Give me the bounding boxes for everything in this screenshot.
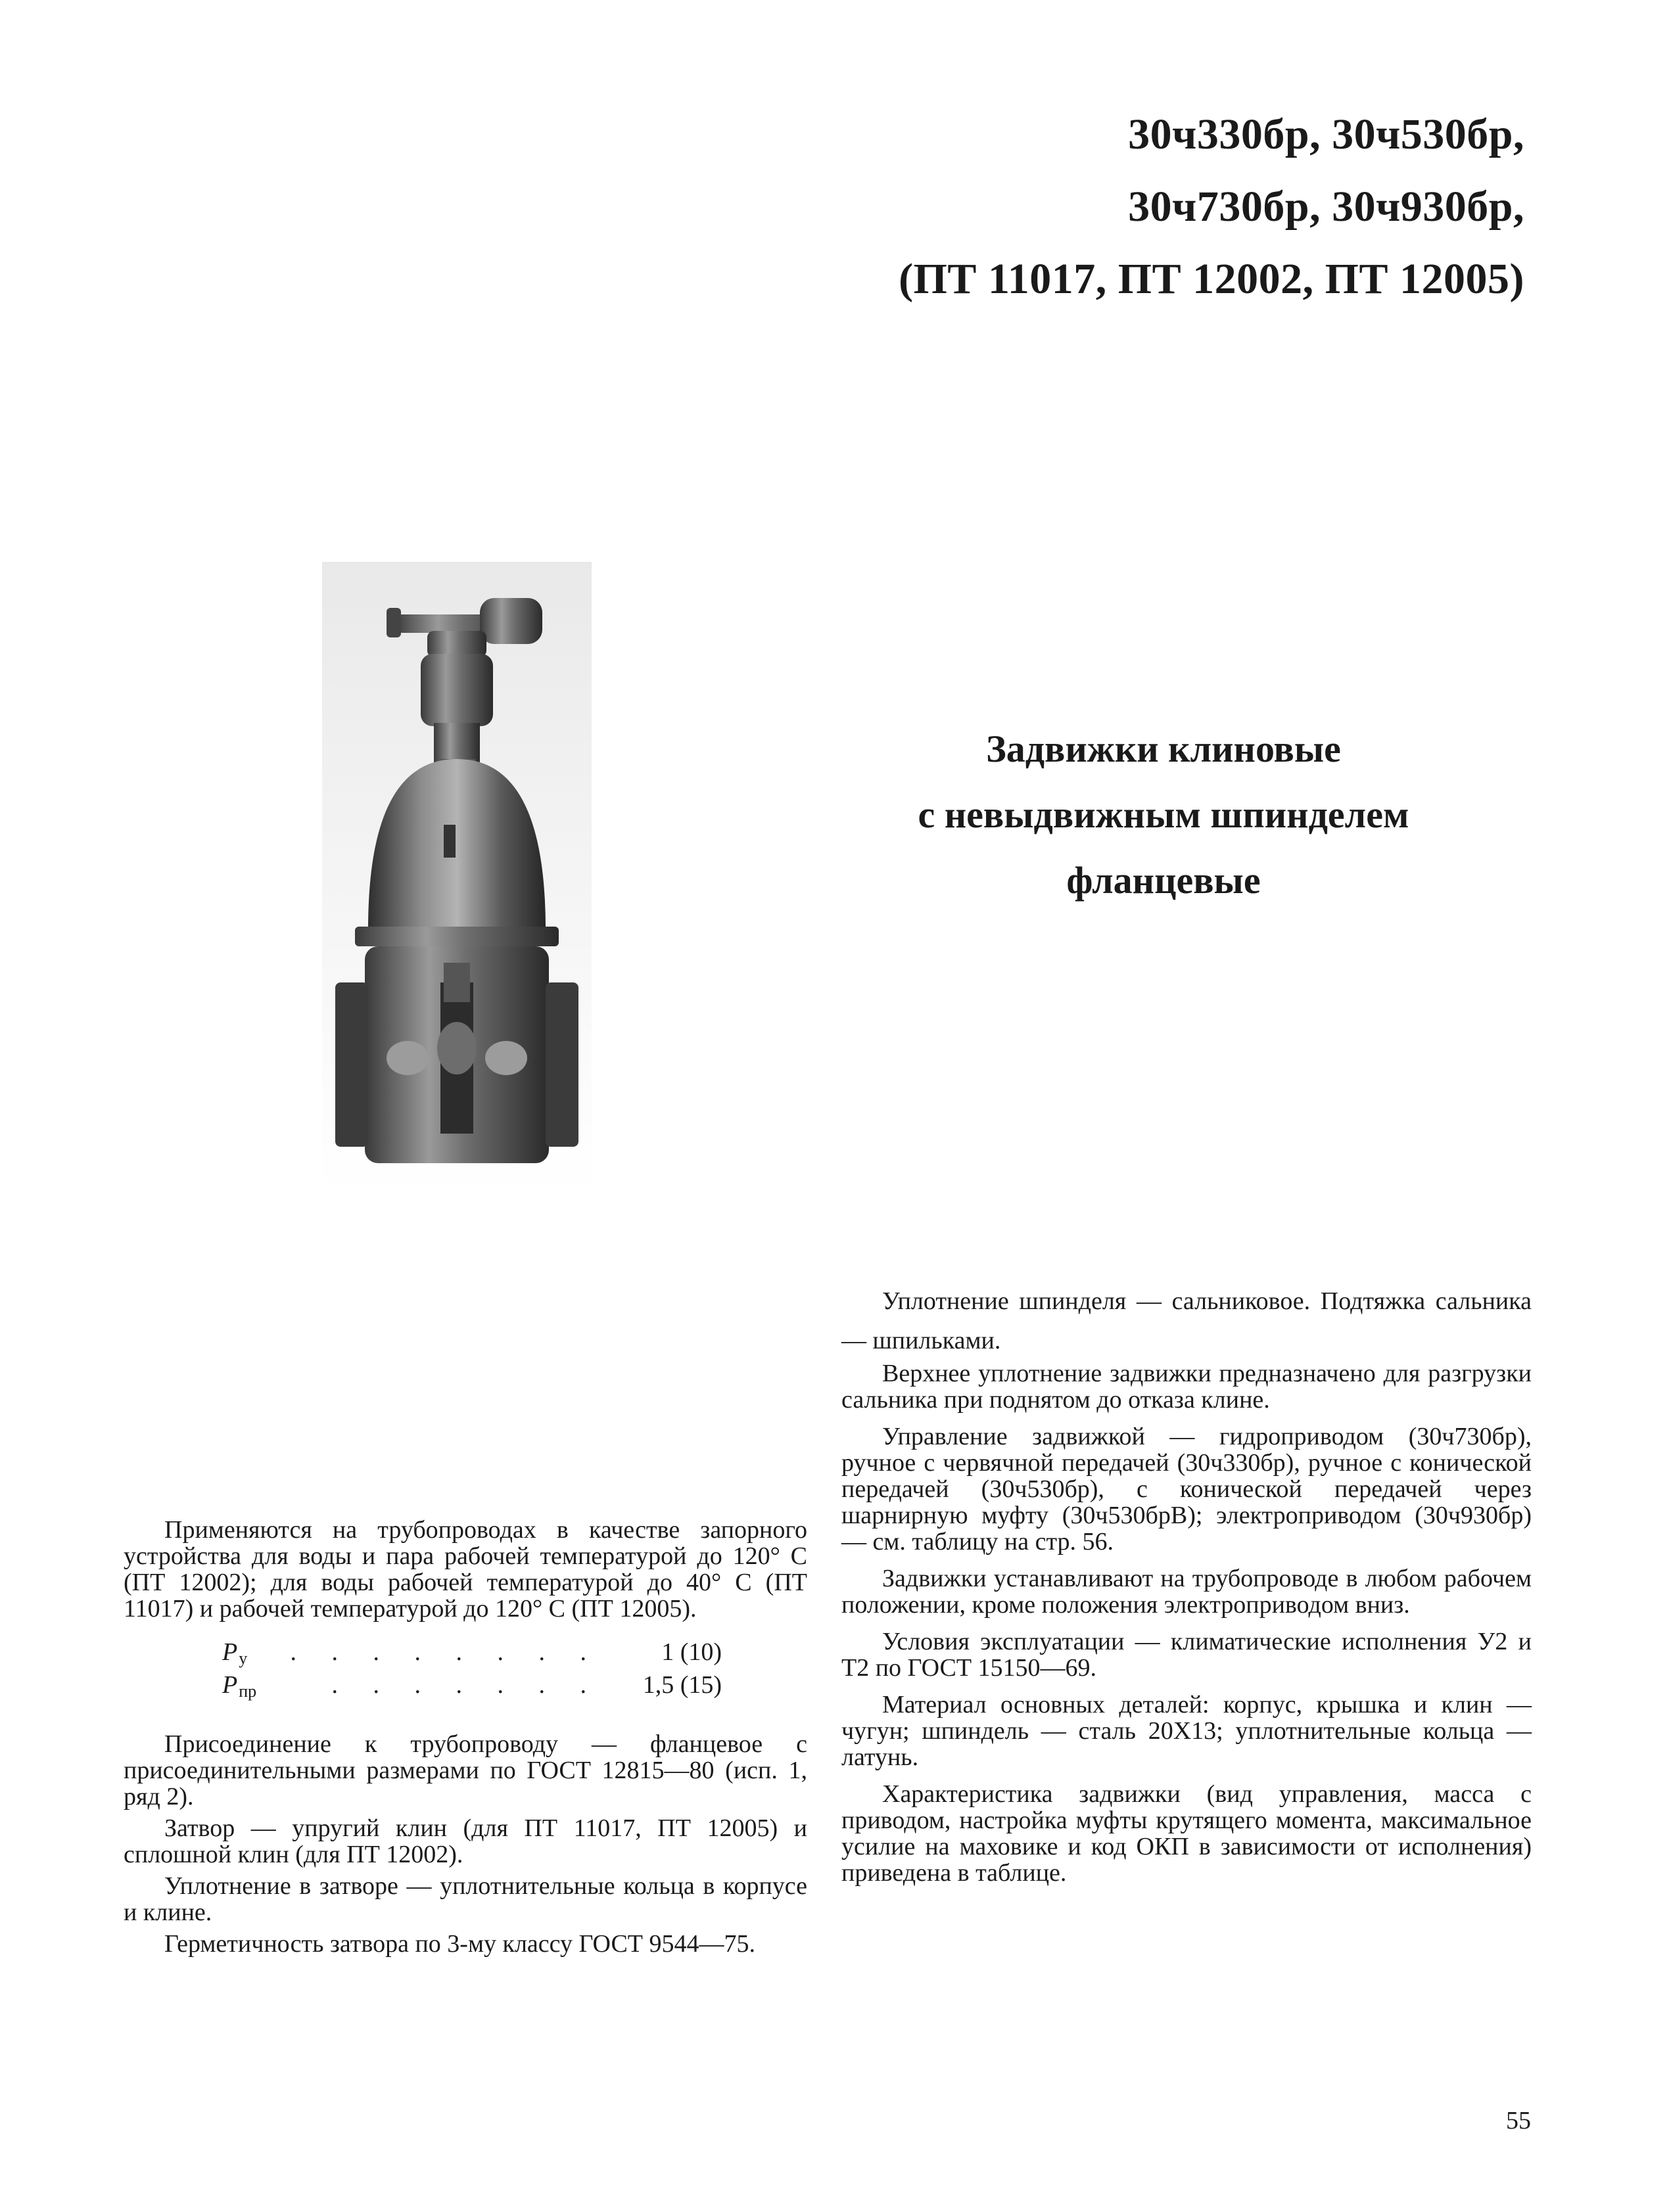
pressure-subscript: пр (239, 1682, 257, 1701)
paragraph: Условия эксплуатации — климатические исполнения У2 и Т2 по ГОСТ 15150—69. (841, 1628, 1532, 1682)
pressure-table (124, 1639, 722, 1705)
pressure-symbol-letter: P (222, 1671, 238, 1699)
paragraph: Герметичность затвора по 3-му классу ГОСТ 9544—75. (164, 1930, 756, 1958)
title-line: фланцевые (1066, 859, 1261, 902)
leader-dots: . . . . . . . (331, 1672, 601, 1698)
paragraph: Уплотнение в затворе — уплотнительные кольца в корпусе и клине. (124, 1872, 807, 1926)
paragraph: Характеристика задвижки (вид управления, масса с приводом, настройка муфты крутящего момента, максимальное усилие на маховике и код ОКП в зависимости от исполнения) приведена в таблице. (841, 1780, 1532, 1887)
pressure-symbol (222, 1672, 256, 1705)
right-text-column (841, 1281, 1532, 1897)
model-codes-line: (ПТ 11017, ПТ 12002, ПТ 12005) (899, 255, 1524, 303)
paragraph: Присоединение к трубопроводу — фланцевое с присоединительными размерами по ГОСТ 12815—80 (исп. 1, ряд 2). (124, 1730, 807, 1810)
leader-dots: . . . . . . . . (290, 1639, 601, 1665)
paragraph: Задвижки устанавливают на трубопроводе в любом рабочем положении, кроме положения электроприводом вниз. (841, 1565, 1532, 1619)
model-codes-header (899, 99, 1524, 315)
left-text-column (124, 1517, 807, 1962)
paragraph: Управление задвижкой — гидроприводом (30ч730бр), ручное с червячной передачей (30ч330бр), ручное с конической передачей (30ч530бр), с конической передачей через шарнирную муфту (30ч530брВ); электроприводом (30ч930бр) — см. таблицу на стр. 56. (841, 1423, 1532, 1555)
pressure-symbol-letter: P (222, 1638, 238, 1666)
paragraph: Верхнее уплотнение задвижки предназначено для разгрузки сальника при поднятом до отказа клине. (841, 1360, 1532, 1414)
gate-valve-photo (322, 562, 592, 1193)
pressure-value: 1 (10) (661, 1638, 722, 1666)
title-line: Задвижки клиновые (986, 727, 1341, 770)
page-title (841, 716, 1486, 913)
pressure-value: 1,5 (15) (642, 1671, 722, 1699)
paragraph: Материал основных деталей: корпус, крышка и клин — чугун; шпиндель — сталь 20Х13; уплотнительные кольца — латунь. (841, 1691, 1532, 1771)
pressure-subscript: у (239, 1649, 248, 1668)
gate-valve-illustration (322, 562, 592, 1193)
model-codes-line: 30ч330бр, 30ч530бр, (1128, 110, 1524, 158)
page-number: 55 (1506, 2107, 1531, 2134)
pressure-row-test (222, 1672, 722, 1705)
intro-paragraph: Применяются на трубопроводах в качестве запорного устройства для воды и пара рабочей температурой до 120° С (ПТ 12002); для воды рабочей температурой до 40° С (ПТ 11017) и рабочей температурой до 120° С (ПТ 12005). (124, 1516, 807, 1623)
model-codes-line: 30ч730бр, 30ч930бр, (1128, 183, 1524, 231)
paragraph: Уплотнение шпинделя — сальниковое. Подтяжка сальника — шпильками. (841, 1287, 1532, 1354)
paragraph: Затвор — упругий клин (для ПТ 11017, ПТ 12005) и сплошной клин (для ПТ 12002). (124, 1814, 807, 1868)
pressure-row-nominal (222, 1639, 722, 1672)
title-line: с невыдвижным шпинделем (918, 793, 1409, 836)
pressure-symbol (222, 1639, 247, 1672)
